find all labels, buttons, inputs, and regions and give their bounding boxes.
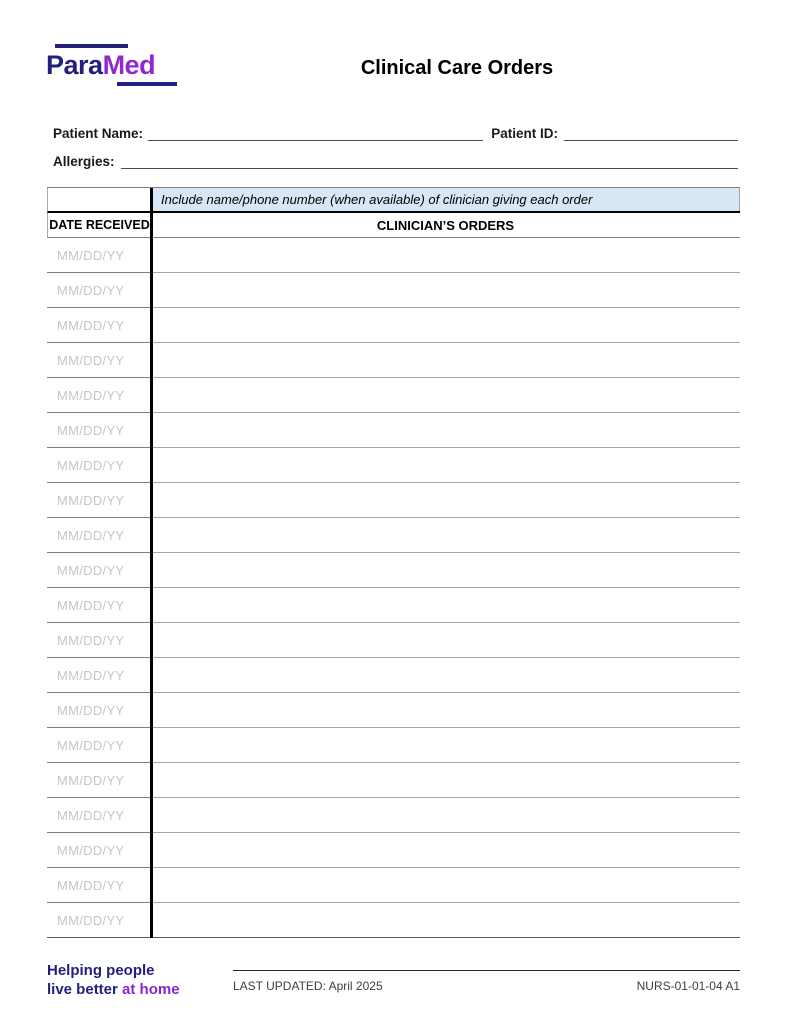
date-placeholder: MM/DD/YY	[57, 912, 125, 928]
clinician-order-cell[interactable]	[150, 728, 740, 763]
date-received-header: DATE RECEIVED	[49, 218, 150, 232]
clinician-order-cell[interactable]	[150, 483, 740, 518]
date-placeholder: MM/DD/YY	[57, 457, 125, 473]
date-received-cell[interactable]	[47, 833, 150, 868]
clinician-order-cell[interactable]	[150, 868, 740, 903]
date-placeholder: MM/DD/YY	[57, 737, 125, 753]
date-placeholder: MM/DD/YY	[57, 282, 125, 298]
clinician-order-cell[interactable]	[150, 623, 740, 658]
date-received-cell[interactable]	[47, 518, 150, 553]
date-placeholder: MM/DD/YY	[57, 877, 125, 893]
clinician-order-cell[interactable]	[150, 343, 740, 378]
brand-tagline	[47, 961, 180, 999]
logo-top-bar	[55, 44, 128, 48]
instruction-row-empty-cell	[48, 188, 151, 211]
clinician-order-cell[interactable]	[150, 378, 740, 413]
date-placeholder: MM/DD/YY	[57, 807, 125, 823]
date-received-cell[interactable]	[47, 798, 150, 833]
date-placeholder: MM/DD/YY	[57, 842, 125, 858]
date-placeholder: MM/DD/YY	[57, 247, 125, 263]
logo-med-text: Med	[102, 50, 156, 80]
date-placeholder: MM/DD/YY	[57, 387, 125, 403]
clinician-order-cell[interactable]	[150, 273, 740, 308]
document-id: NURS-01-01-04 A1	[636, 979, 740, 993]
clinician-order-cell[interactable]	[150, 308, 740, 343]
clinician-order-cell[interactable]	[150, 518, 740, 553]
date-received-cell[interactable]	[47, 483, 150, 518]
column-divider	[150, 188, 153, 938]
patient-id-label: Patient ID:	[491, 126, 558, 141]
clinician-order-cell[interactable]	[150, 448, 740, 483]
allergies-field[interactable]	[121, 155, 738, 169]
date-received-cell[interactable]	[47, 693, 150, 728]
clinician-order-cell[interactable]	[150, 693, 740, 728]
clinician-order-cell[interactable]	[150, 903, 740, 938]
date-received-cell[interactable]	[47, 238, 150, 273]
clinician-order-cell[interactable]	[150, 658, 740, 693]
allergies-row	[53, 152, 738, 170]
date-received-cell[interactable]	[47, 553, 150, 588]
logo-wordmark	[46, 49, 155, 81]
patient-fields-row	[53, 124, 738, 142]
tagline-line1: Helping people	[47, 962, 155, 979]
date-placeholder: MM/DD/YY	[57, 317, 125, 333]
date-received-cell[interactable]	[47, 728, 150, 763]
orders-table	[47, 187, 740, 938]
date-received-cell[interactable]	[47, 273, 150, 308]
logo-para-text: Para	[46, 50, 103, 80]
date-received-cell[interactable]	[47, 763, 150, 798]
clinician-order-cell[interactable]	[150, 588, 740, 623]
tagline-line2-purple: at home	[122, 981, 180, 998]
date-placeholder: MM/DD/YY	[57, 492, 125, 508]
instruction-cell: Include name/phone number (when available) of clinician giving each order	[151, 188, 740, 211]
date-placeholder: MM/DD/YY	[57, 597, 125, 613]
date-placeholder: MM/DD/YY	[57, 562, 125, 578]
date-placeholder: MM/DD/YY	[57, 702, 125, 718]
date-placeholder: MM/DD/YY	[57, 632, 125, 648]
clinician-order-cell[interactable]	[150, 833, 740, 868]
tagline-line2-navy: live better	[47, 981, 123, 998]
patient-id-field[interactable]	[564, 127, 738, 141]
clinician-order-cell[interactable]	[150, 798, 740, 833]
page-title: Clinical Care Orders	[360, 57, 554, 79]
date-placeholder: MM/DD/YY	[57, 352, 125, 368]
clinicians-orders-header: CLINICIAN’S ORDERS	[376, 217, 515, 233]
date-placeholder: MM/DD/YY	[57, 772, 125, 788]
date-received-cell[interactable]	[47, 588, 150, 623]
patient-name-label: Patient Name:	[53, 126, 144, 141]
date-received-cell[interactable]	[47, 623, 150, 658]
logo-bottom-bar	[117, 82, 177, 86]
date-placeholder: MM/DD/YY	[57, 422, 125, 438]
footer-divider	[233, 970, 740, 971]
date-received-cell[interactable]	[47, 343, 150, 378]
date-received-cell[interactable]	[47, 868, 150, 903]
clinician-order-cell[interactable]	[150, 413, 740, 448]
date-received-cell[interactable]	[47, 903, 150, 938]
date-received-cell[interactable]	[47, 658, 150, 693]
clinician-order-cell[interactable]	[150, 553, 740, 588]
last-updated-text: LAST UPDATED: April 2025	[233, 979, 383, 993]
date-received-cell[interactable]	[47, 413, 150, 448]
patient-name-field[interactable]	[148, 127, 483, 141]
tagline-line2	[47, 980, 180, 999]
date-received-cell[interactable]	[47, 448, 150, 483]
date-placeholder: MM/DD/YY	[57, 527, 125, 543]
allergies-label: Allergies:	[53, 154, 115, 169]
date-received-cell[interactable]	[47, 378, 150, 413]
clinician-order-cell[interactable]	[150, 763, 740, 798]
date-placeholder: MM/DD/YY	[57, 667, 125, 683]
clinician-order-cell[interactable]	[150, 238, 740, 273]
date-received-cell[interactable]	[47, 308, 150, 343]
